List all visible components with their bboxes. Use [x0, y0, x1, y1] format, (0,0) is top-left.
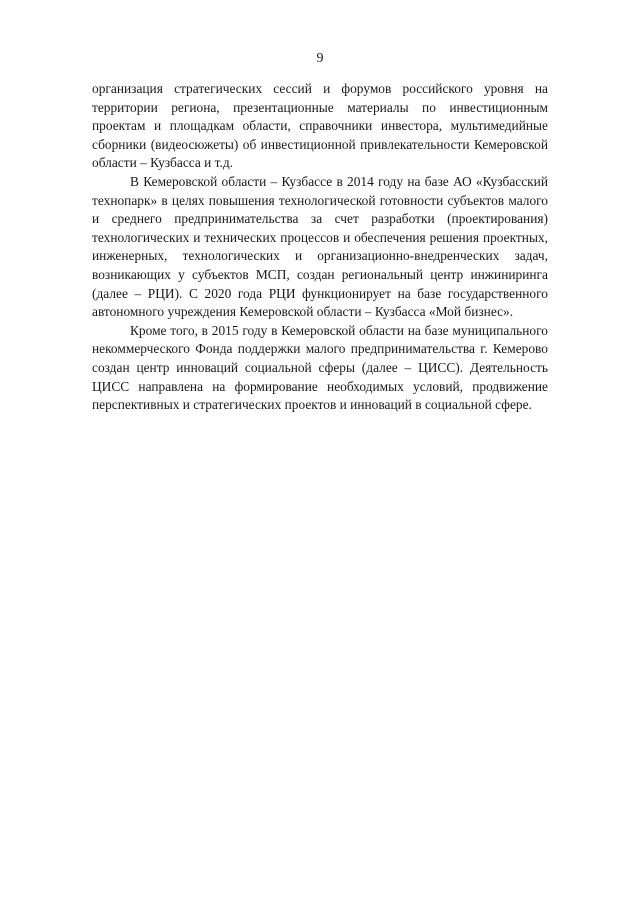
document-body [92, 80, 548, 415]
paragraph-investment-materials: организация стратегических сессий и форумов российского уровня на территории региона, презентационные материалы по инвестиционным проектам и площадкам области, справочники инвестора, мультимедийные сборники (видеосюжеты) об инвестиционной привлекательности Кемеровской области – Кузбасса и т.д. [92, 81, 548, 171]
paragraph-engineering-center: В Кемеровской области – Кузбассе в 2014 году на базе АО «Кузбасский технопарк» в целях повышения технологической готовности субъектов малого и среднего предпринимательства за счет разработки (проектирования) технологических и технических процессов и обеспечения решения проектных, инженерных, технологических и организационно-внедренческих задач, возникающих у субъектов МСП, создан региональный центр инжиниринга (далее – РЦИ). С 2020 года РЦИ функционирует на базе государственного автономного учреждения Кемеровской области – Кузбасса «Мой бизнес». [92, 173, 548, 320]
paragraph-social-innovation-center: Кроме того, в 2015 году в Кемеровской области на базе муниципального некоммерческого Фонда поддержки малого предпринимательства г. Кемерово создан центр инноваций социальной сферы (далее – ЦИСС). Деятельность ЦИСС направлена на формирование необходимых условий, продвижение перспективных и стратегических проектов и инноваций в социальной сфере. [92, 322, 548, 413]
page-number: 9 [316, 51, 324, 66]
